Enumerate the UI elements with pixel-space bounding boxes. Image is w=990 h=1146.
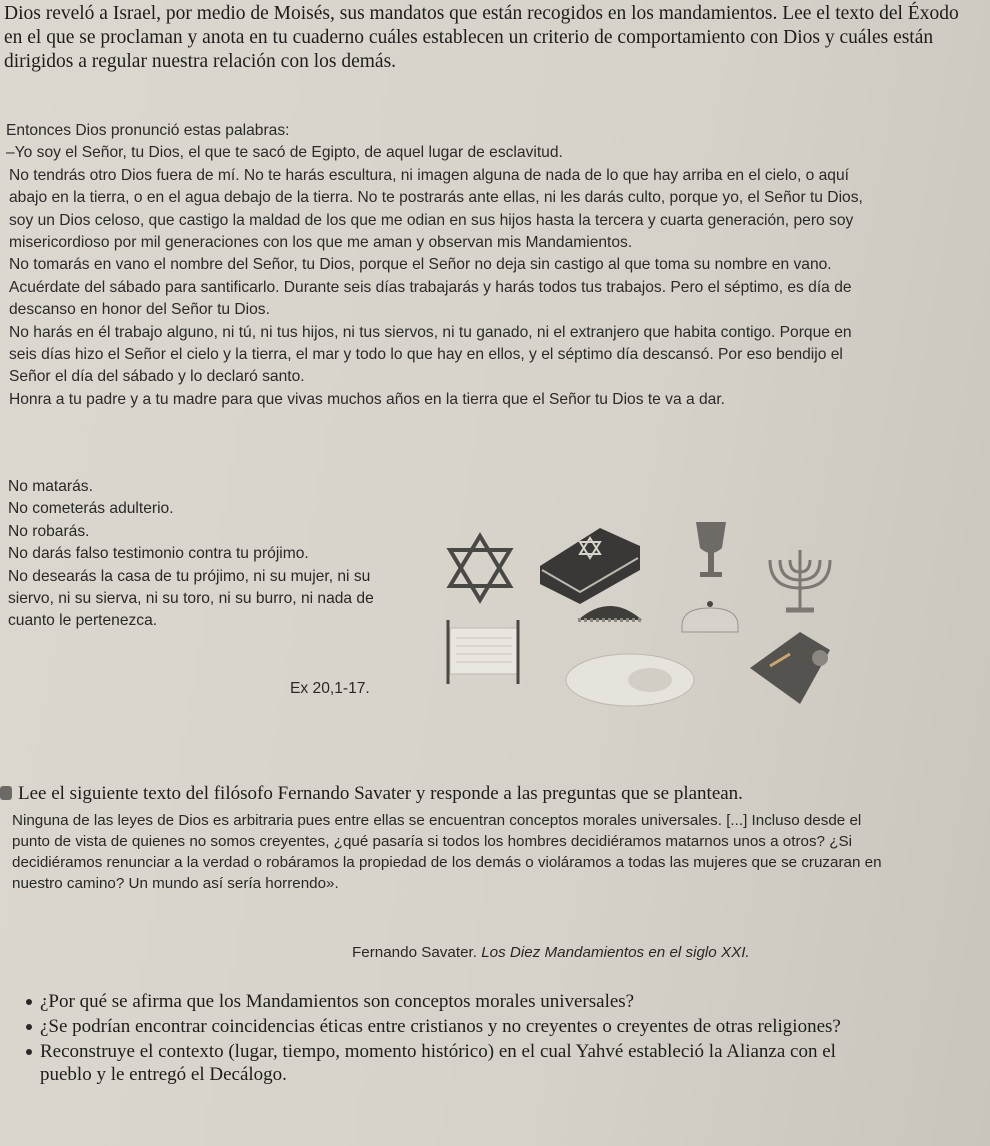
attribution-work: Los Diez Mandamientos en el siglo XXI. bbox=[481, 944, 750, 961]
bible-reference: Ex 20,1-17. bbox=[290, 680, 370, 697]
torah-scroll-icon bbox=[448, 620, 518, 684]
questions-list bbox=[28, 990, 868, 1088]
excerpt-paragraph: –Yo soy el Señor, tu Dios, el que te sacó de Egipto, de aquel lugar de esclavitud. bbox=[6, 144, 563, 162]
attribution-author: Fernando Savater. bbox=[352, 944, 477, 961]
excerpt-paragraph: No tendrás otro Dios fuera de mí. No te harás escultura, ni imagen alguna de nada de lo que hay arriba en el cielo, o aquí abajo en la tierra, o en el agua debajo de la tierra. No te postrarás ante ellas, ni les darás culto, porque yo, el Señor tu Dios, soy un Dios celoso, que castigo la maldad de los que me odian en sus hijos hasta la tercera y cuarta generación, pero soy misericordioso por mil generaciones con los que me aman y observan mis Mandamientos. bbox=[9, 166, 863, 252]
excerpt-paragraph: No tomarás en vano el nombre del Señor, tu Dios, porque el Señor no deja sin castigo al que toma su nombre en vano. bbox=[9, 256, 832, 274]
excerpt-paragraph: Honra a tu padre y a tu madre para que vivas muchos años en la tierra que el Señor tu Dios te va a dar. bbox=[9, 390, 725, 408]
challah-bread-icon bbox=[682, 601, 738, 632]
commandment: No cometerás adulterio. bbox=[8, 500, 174, 518]
question-heading bbox=[0, 783, 980, 805]
question-item: ¿Por qué se afirma que los Mandamientos son conceptos morales universales? bbox=[28, 990, 868, 1013]
plate-icon bbox=[566, 654, 694, 706]
question-heading-text: Lee el siguiente texto del filósofo Fernando Savater y responde a las preguntas que se plantean. bbox=[18, 783, 743, 804]
question-number-badge bbox=[0, 786, 12, 800]
star-of-david-icon bbox=[450, 536, 510, 600]
commandment: No matarás. bbox=[8, 478, 93, 495]
commandment: No desearás la casa de tu prójimo, ni su mujer, ni su siervo, ni su sierva, ni su toro, ni su burro, ni nada de cuanto le pertenezca. bbox=[8, 567, 374, 630]
commandment: No darás falso testimonio contra tu prójimo. bbox=[8, 545, 309, 563]
excerpt-paragraph: Entonces Dios pronunció estas palabras: bbox=[6, 122, 290, 139]
commandment: No robarás. bbox=[8, 522, 90, 540]
short-commandments bbox=[8, 476, 398, 633]
exodus-excerpt bbox=[6, 120, 866, 411]
savater-quote: Ninguna de las leyes de Dios es arbitraria pues entre ellas se encuentran conceptos morales universales. [...] Incluso desde el punto de vista de quienes no somos creyentes, ¿qué pasaría si todos los hombres decidiéramos matarnos unos a otros? ¿Si decidiéramos renunciar a la verdad o robáramos la propiedad de los demás o violáramos a todas las mujeres que se cruzaran en nuestro camino? Un mundo así sería horrendo». bbox=[12, 812, 882, 892]
excerpt-paragraph: Acuérdate del sábado para santificarlo. Durante seis días trabajarás y harás todos tus trabajos. Pero el séptimo, es día de descanso en honor del Señor tu Dios. bbox=[9, 278, 852, 319]
kippah-icon bbox=[578, 606, 642, 620]
jewish-symbols-illustration bbox=[420, 508, 840, 718]
excerpt-paragraph: No harás en él trabajo alguno, ni tú, ni tus hijos, ni tus siervos, ni tu ganado, ni el extranjero que habita contigo. Porque en seis días hizo el Señor el cielo y la tierra, el mar y todo lo que hay en ellos, y el séptimo día descansó. Por eso bendijo el Señor el día del sábado y lo declaró santo. bbox=[9, 323, 852, 386]
torah-book-icon bbox=[540, 528, 640, 604]
question-item: Reconstruye el contexto (lugar, tiempo, momento histórico) en el cual Yahvé estableció la Alianza con el pueblo y le entregó el Decálogo. bbox=[28, 1040, 868, 1086]
activity-intro: Dios reveló a Israel, por medio de Moisés, sus mandatos que están recogidos en los mandamientos. Lee el texto del Éxodo en el que se proclaman y anota en tu cuaderno cuáles establecen un criterio de comportamiento con Dios y cuáles están dirigidos a regular nuestra relación con los demás. bbox=[4, 3, 959, 72]
kiddush-cup-icon bbox=[696, 522, 726, 577]
quote-attribution bbox=[352, 944, 750, 961]
dreidel-icon bbox=[750, 632, 830, 704]
question-item: ¿Se podrían encontrar coincidencias éticas entre cristianos y no creyentes o creyentes de otras religiones? bbox=[28, 1015, 868, 1038]
menorah-icon bbox=[770, 550, 830, 610]
